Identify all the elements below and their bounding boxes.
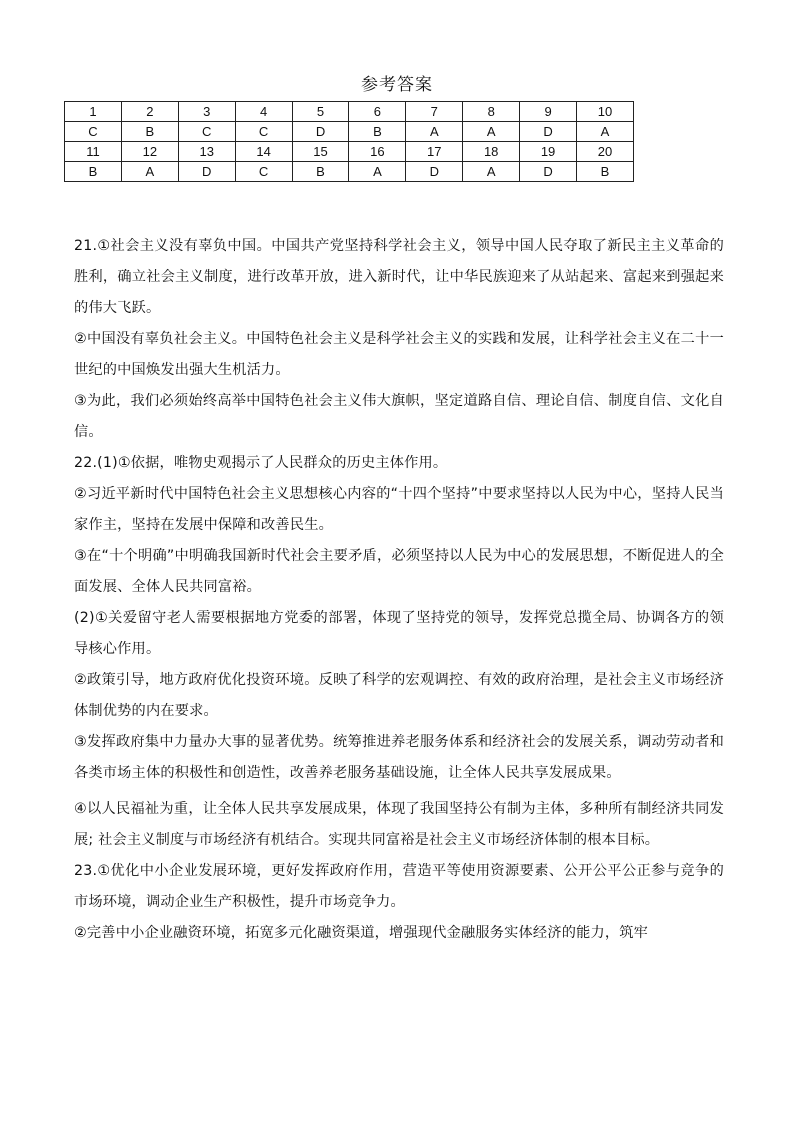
table-cell: 6 xyxy=(349,102,406,122)
table-cell: 19 xyxy=(520,142,577,162)
paragraph: ③在“十个明确”中明确我国新时代社会主要矛盾，必须坚持以人民为中心的发展思想，不断促进人的全面发展、全体人民共同富裕。 xyxy=(74,548,724,595)
table-cell: B xyxy=(65,162,122,182)
table-cell: 13 xyxy=(178,142,235,162)
paragraph: ②完善中小企业融资环境，拓宽多元化融资渠道，增强现代金融服务实体经济的能力，筑牢 xyxy=(74,925,649,941)
table-cell: 5 xyxy=(292,102,349,122)
table-cell: 7 xyxy=(406,102,463,122)
table-cell: 9 xyxy=(520,102,577,122)
table-cell: A xyxy=(349,162,406,182)
table-cell: B xyxy=(292,162,349,182)
paragraph: 23.①优化中小企业发展环境，更好发挥政府作用，营造平等使用资源要素、公开公平公正参与竞争的市场环境，调动企业生产积极性，提升市场竞争力。 xyxy=(74,863,724,910)
table-cell: 2 xyxy=(121,102,178,122)
table-row xyxy=(65,122,634,142)
table-cell: 12 xyxy=(121,142,178,162)
table-cell: D xyxy=(406,162,463,182)
answer-body-text xyxy=(74,231,724,949)
table-cell: 16 xyxy=(349,142,406,162)
table-cell: C xyxy=(178,122,235,142)
paragraph: ②政策引导，地方政府优化投资环境。反映了科学的宏观调控、有效的政府治理，是社会主义市场经济体制优势的内在要求。 xyxy=(74,672,724,719)
paragraph: (2)①关爱留守老人需要根据地方党委的部署，体现了坚持党的领导，发挥党总揽全局、协调各方的领导核心作用。 xyxy=(74,610,724,657)
paragraph: 21.①社会主义没有辜负中国。中国共产党坚持科学社会主义，领导中国人民夺取了新民主主义革命的胜利，确立社会主义制度，进行改革开放，进入新时代，让中华民族迎来了从站起来、富起来到强起来的伟大飞跃。 xyxy=(74,238,724,316)
table-cell: 14 xyxy=(235,142,292,162)
paragraph: 22.(1)①依据，唯物史观揭示了人民群众的历史主体作用。 xyxy=(74,455,448,471)
table-cell: 4 xyxy=(235,102,292,122)
paragraph: ③发挥政府集中力量办大事的显著优势。统筹推进养老服务体系和经济社会的发展关系，调动劳动者和各类市场主体的积极性和创造性，改善养老服务基础设施，让全体人民共享发展成果。 xyxy=(74,734,724,781)
table-cell: 20 xyxy=(577,142,634,162)
table-row xyxy=(65,102,634,122)
table-row xyxy=(65,162,634,182)
paragraph: ④以人民福祉为重，让全体人民共享发展成果，体现了我国坚持公有制为主体，多种所有制经济共同发展; 社会主义制度与市场经济有机结合。实现共同富裕是社会主义市场经济体制的根本目标。 xyxy=(74,801,724,848)
table-cell: A xyxy=(121,162,178,182)
paragraph: ②习近平新时代中国特色社会主义思想核心内容的“十四个坚持”中要求坚持以人民为中心，坚持人民当家作主，坚持在发展中保障和改善民生。 xyxy=(74,486,724,533)
table-cell: D xyxy=(178,162,235,182)
table-cell: 11 xyxy=(65,142,122,162)
table-cell: 15 xyxy=(292,142,349,162)
table-cell: C xyxy=(235,162,292,182)
document-title: 参考答案 xyxy=(361,75,433,95)
table-cell: B xyxy=(121,122,178,142)
paragraph: ②中国没有辜负社会主义。中国特色社会主义是科学社会主义的实践和发展，让科学社会主义在二十一世纪的中国焕发出强大生机活力。 xyxy=(74,331,724,378)
table-cell: D xyxy=(292,122,349,142)
table-cell: A xyxy=(577,122,634,142)
table-cell: A xyxy=(406,122,463,142)
table-cell: B xyxy=(349,122,406,142)
answer-table xyxy=(64,101,634,182)
table-cell: 8 xyxy=(463,102,520,122)
table-row xyxy=(65,142,634,162)
table-cell: 17 xyxy=(406,142,463,162)
paragraph: ③为此，我们必须始终高举中国特色社会主义伟大旗帜，坚定道路自信、理论自信、制度自信、文化自信。 xyxy=(74,393,724,440)
table-cell: 1 xyxy=(65,102,122,122)
table-cell: 10 xyxy=(577,102,634,122)
table-cell: C xyxy=(65,122,122,142)
table-cell: C xyxy=(235,122,292,142)
table-cell: A xyxy=(463,122,520,142)
table-cell: 18 xyxy=(463,142,520,162)
table-cell: B xyxy=(577,162,634,182)
table-cell: 3 xyxy=(178,102,235,122)
table-cell: D xyxy=(520,162,577,182)
table-cell: D xyxy=(520,122,577,142)
table-cell: A xyxy=(463,162,520,182)
